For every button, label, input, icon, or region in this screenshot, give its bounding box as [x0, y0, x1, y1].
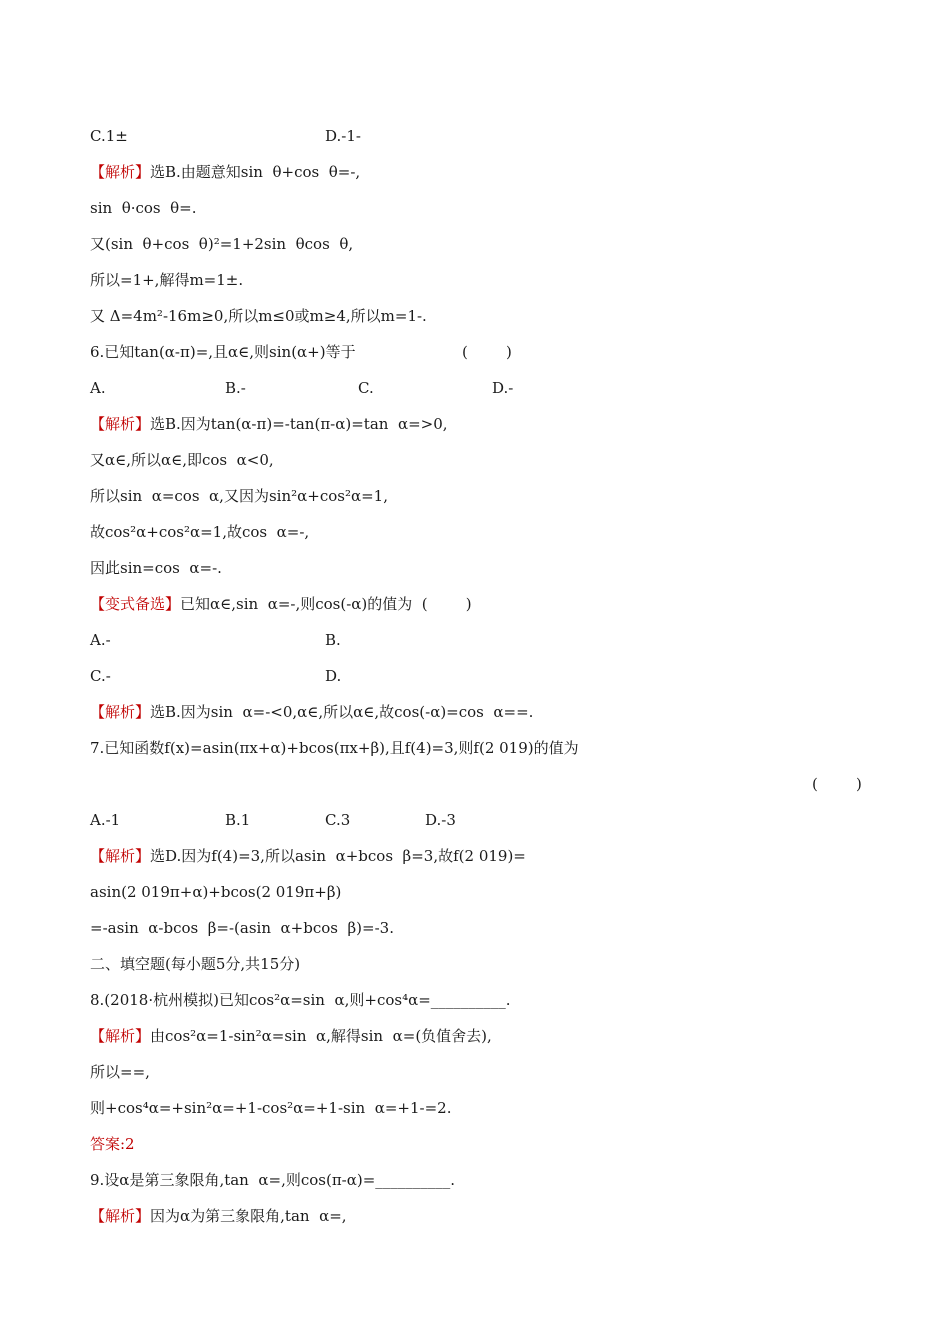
text-line: [90, 738, 579, 758]
option-text: C.-: [90, 667, 111, 685]
line-text: asin(2 019π+α)+bcos(2 019π+β): [90, 883, 342, 901]
option-text: A.: [90, 379, 106, 397]
analysis-tag: 【解析】: [90, 415, 151, 433]
text-line: [90, 234, 353, 254]
line-text: 又 Δ=4m²-16m≥0,所以m≤0或m≥4,所以m=1-.: [90, 307, 427, 325]
answer-paren: ( ): [462, 343, 512, 361]
text-line: [90, 414, 448, 434]
analysis-tag: 【解析】: [90, 1207, 151, 1225]
line-text: 选B.因为sin α=-<0,α∈,所以α∈,故cos(-α)=cos α==.: [150, 703, 534, 721]
line-text: 选D.因为f(4)=3,所以asin α+bcos β=3,故f(2 019)=: [150, 847, 526, 865]
option-text: C.1±: [90, 127, 128, 145]
text-line: [90, 846, 526, 866]
analysis-tag: 【解析】: [90, 1027, 151, 1045]
text-line: [90, 306, 427, 326]
line-text: 所以==,: [90, 1063, 150, 1081]
text-line: [90, 1206, 347, 1226]
line-text: 因此sin=cos α=-.: [90, 559, 222, 577]
line-text: 二、填空题(每小题5分,共15分): [90, 955, 301, 973]
text-line: [90, 990, 511, 1010]
text-line: [90, 558, 222, 578]
line-text: =-asin α-bcos β=-(asin α+bcos β)=-3.: [90, 919, 394, 937]
option-text: A.-: [90, 631, 111, 649]
text-line: [90, 1134, 135, 1154]
option-text: D.-: [492, 379, 514, 397]
option-text: B.: [325, 631, 341, 649]
text-line: [90, 594, 472, 614]
line-text: sin θ·cos θ=.: [90, 199, 197, 217]
option-text: D.-1-: [325, 127, 361, 145]
answer-text: 答案:2: [90, 1135, 135, 1153]
line-text: 则+cos⁴α=+sin²α=+1-cos²α=+1-sin α=+1-=2.: [90, 1099, 452, 1117]
option-text: B.1: [225, 811, 251, 829]
text-line: [90, 162, 360, 182]
text-line: [90, 1026, 492, 1046]
text-line: [90, 1098, 452, 1118]
option-text: A.-1: [90, 811, 121, 829]
line-text: 由cos²α=1-sin²α=sin α,解得sin α=(负值舍去),: [150, 1027, 492, 1045]
text-line: [90, 486, 388, 506]
text-line: [90, 918, 394, 938]
line-text: 选B.因为tan(α-π)=-tan(π-α)=tan α=>0,: [150, 415, 448, 433]
question-line: [90, 342, 356, 362]
line-text: 选B.由题意知sin θ+cos θ=-,: [150, 163, 361, 181]
line-text: 8.(2018·杭州模拟)已知cos²α=sin α,则+cos⁴α=__________.: [90, 991, 511, 1009]
text-line: [90, 270, 243, 290]
option-text: B.-: [225, 379, 246, 397]
line-text: 7.已知函数f(x)=asin(πx+α)+bcos(πx+β),且f(4)=3,则f(2 019)的值为: [90, 739, 579, 757]
text-line: [90, 198, 197, 218]
text-line: [90, 1170, 455, 1190]
analysis-tag: 【解析】: [90, 703, 151, 721]
option-text: D.: [325, 667, 342, 685]
analysis-tag: 【解析】: [90, 163, 151, 181]
text-line: [90, 1062, 150, 1082]
line-text: 故cos²α+cos²α=1,故cos α=-,: [90, 523, 310, 541]
line-text: 已知α∈,sin α=-,则cos(-α)的值为 ( ): [180, 595, 472, 613]
line-text: 所以=1+,解得m=1±.: [90, 271, 244, 289]
line-text: 因为α为第三象限角,tan α=,: [150, 1207, 347, 1225]
answer-paren: ( ): [812, 775, 862, 793]
text-line: [90, 882, 341, 902]
text-line: [90, 450, 274, 470]
option-text: C.: [358, 379, 374, 397]
text-line: [90, 954, 300, 974]
line-text: 所以sin α=cos α,又因为sin²α+cos²α=1,: [90, 487, 388, 505]
option-text: D.-3: [425, 811, 456, 829]
line-text: 6.已知tan(α-π)=,且α∈,则sin(α+)等于: [90, 343, 356, 361]
option-text: C.3: [325, 811, 351, 829]
text-line: [90, 522, 309, 542]
text-line: [90, 702, 533, 722]
variant-tag: 【变式备选】: [90, 595, 181, 613]
line-text: 又(sin θ+cos θ)²=1+2sin θcos θ,: [90, 235, 354, 253]
line-text: 又α∈,所以α∈,即cos α<0,: [90, 451, 274, 469]
line-text: 9.设α是第三象限角,tan α=,则cos(π-α)=__________.: [90, 1171, 456, 1189]
analysis-tag: 【解析】: [90, 847, 151, 865]
